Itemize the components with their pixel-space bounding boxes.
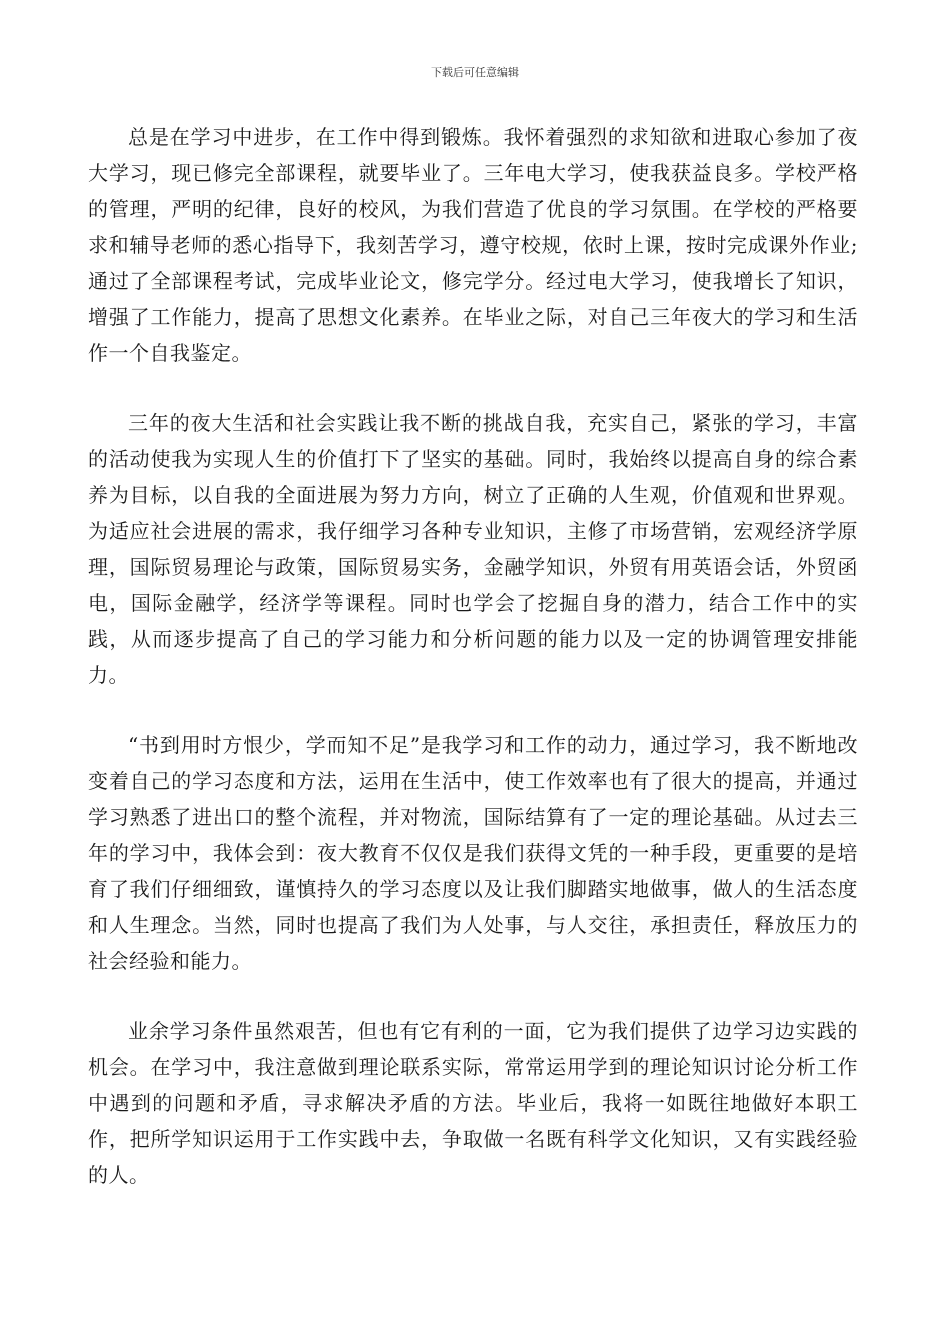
paragraph-4: 业余学习条件虽然艰苦，但也有它有利的一面，它为我们提供了边学习边实践的机会。在学习中，我注意做到理论联系实际，常常运用学到的理论知识讨论分析工作中遇到的问题和矛盾，寻求解决矛盾的方法。毕业后，我将一如既往地做好本职工作，把所学知识运用于工作实践中去，争取做一名既有科学文化知识，又有实践经验的人。 (88, 1019, 858, 1187)
document-body (88, 119, 858, 1227)
paragraph-2: 三年的夜大生活和社会实践让我不断的挑战自我，充实自己，紧张的学习，丰富的活动使我为实现人生的价值打下了坚实的基础。同时，我始终以提高自身的综合素养为目标，以自我的全面进展为努力方向，树立了正确的人生观，价值观和世界观。为适应社会进展的需求，我仔细学习各种专业知识，主修了市场营销，宏观经济学原理，国际贸易理论与政策，国际贸易实务，金融学知识，外贸有用英语会话，外贸函电，国际金融学，经济学等课程。同时也学会了挖掘自身的潜力，结合工作中的实践，从而逐步提高了自己的学习能力和分析问题的能力以及一定的协调管理安排能力。 (88, 411, 858, 687)
paragraph-3: “书到用时方恨少，学而知不足”是我学习和工作的动力，通过学习，我不断地改变着自己的学习态度和方法，运用在生活中，使工作效率也有了很大的提高，并通过学习熟悉了进出口的整个流程，并对物流，国际结算有了一定的理论基础。从过去三年的学习中，我体会到：夜大教育不仅仅是我们获得文凭的一种手段，更重要的是培育了我们仔细细致，谨慎持久的学习态度以及让我们脚踏实地做事，做人的生活态度和人生理念。当然，同时也提高了我们为人处事，与人交往，承担责任，释放压力的社会经验和能力。 (88, 733, 858, 973)
paragraph-1: 总是在学习中进步，在工作中得到锻炼。我怀着强烈的求知欲和进取心参加了夜大学习，现已修完全部课程，就要毕业了。三年电大学习，使我获益良多。学校严格的管理，严明的纪律，良好的校风，为我们营造了优良的学习氛围。在学校的严格要求和辅导老师的悉心指导下，我刻苦学习，遵守校规，依时上课，按时完成课外作业;通过了全部课程考试，完成毕业论文，修完学分。经过电大学习，使我增长了知识，增强了工作能力，提高了思想文化素养。在毕业之际，对自己三年夜大的学习和生活作一个自我鉴定。 (88, 125, 858, 365)
page-header: 下载后可任意编辑 (431, 66, 519, 79)
